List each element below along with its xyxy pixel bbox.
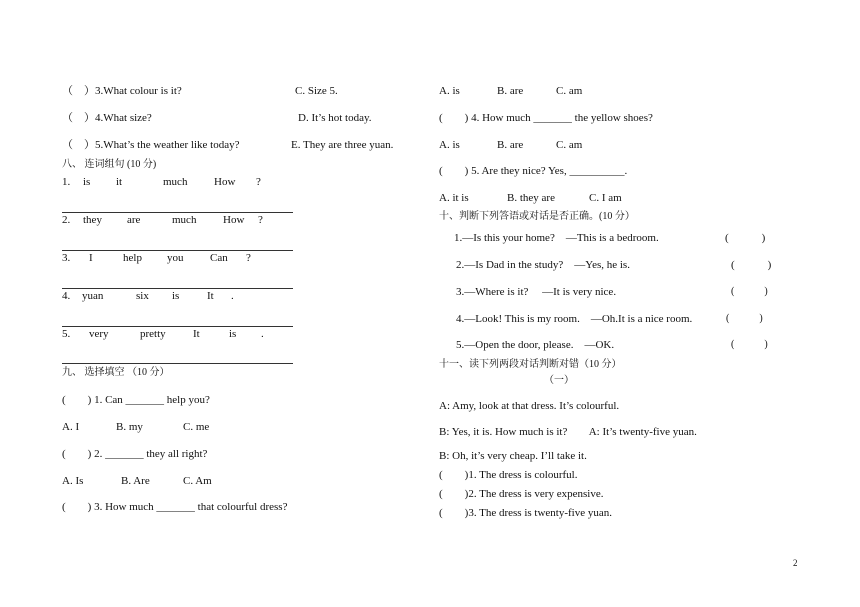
sentence-1-word: ? [256,176,261,188]
sentence-2-word: much [172,214,197,226]
section-11-subtitle: （一） [544,375,574,386]
sentence-3-word: Can [210,252,228,264]
dialog-line-2: B: Yes, it is. How much is it? A: It’s twenty-five yuan. [439,426,697,438]
sentence-4-word: yuan [82,290,104,302]
match-answer-e: E. They are three yuan. [291,139,394,151]
sentence-4-word: is [172,290,180,302]
choice-question-2: ( ) 2. _______ they all right? [62,448,208,460]
section-9-title: 九、 选择填空 （10 分） [62,367,170,378]
choice-option: B. are [497,139,524,151]
choice-question-3: ( ) 3. How much _______ that colourful dress? [62,501,288,513]
judge-item-5: 5.—Open the door, please. —OK. [456,339,615,351]
sentence-5-word: It [193,328,200,340]
choice-option: C. Am [183,475,212,487]
sentence-1-word: it [116,176,123,188]
choice-option: B. Are [121,475,150,487]
judge-bracket-1[interactable]: ( ) [725,232,766,244]
sentence-2-number: 2. [62,214,71,226]
choice-option: B. they are [507,192,555,204]
section-8-title: 八、 连词组句 (10 分) [62,159,157,170]
sentence-3-word: I [89,252,93,264]
sentence-4-number: 4. [62,290,71,302]
sentence-1-word: is [83,176,91,188]
sentence-5-word: is [229,328,237,340]
match-question-3: （ ）3.What colour is it? [62,85,182,97]
sentence-5-word: pretty [140,328,166,340]
match-question-5: （ ）5.What’s the weather like today? [62,139,240,151]
judge-bracket-3[interactable]: ( ) [731,286,768,297]
sentence-3-word: ? [246,252,251,264]
choice-option: A. is [439,139,460,151]
dialog-line-3: B: Oh, it’s very cheap. I’ll take it. [439,450,587,462]
judge-item-4: 4.—Look! This is my room. —Oh.It is a nice room. [456,313,693,325]
judge-bracket-2[interactable]: ( ) [731,259,772,271]
true-false-item-2: ( )2. The dress is very expensive. [439,488,604,500]
judge-item-2: 2.—Is Dad in the study? —Yes, he is. [456,259,630,271]
sentence-3-word: you [167,252,184,264]
sentence-5-word: very [89,328,109,340]
page-number: 2 [793,558,798,568]
sentence-1-number: 1. [62,176,71,188]
sentence-5-word: . [261,328,264,340]
choice-question-4: ( ) 4. How much _______ the yellow shoes? [439,112,653,124]
choice-question-5: ( ) 5. Are they nice? Yes, __________. [439,165,628,177]
choice-option: A. is [439,85,460,97]
true-false-item-3: ( )3. The dress is twenty-five yuan. [439,507,613,519]
choice-option: A. it is [439,192,469,204]
match-answer-c: C. Size 5. [295,85,338,97]
sentence-2-word: How [223,214,245,226]
sentence-4-word: . [231,290,234,302]
dialog-line-1: A: Amy, look at that dress. It’s colourful. [439,400,620,412]
judge-bracket-4[interactable]: ( ) [726,313,763,324]
choice-option: C. am [556,85,583,97]
sentence-3-number: 3. [62,252,71,264]
sentence-4-word: six [136,290,149,302]
sentence-2-word: ? [258,214,263,226]
judge-bracket-5[interactable]: ( ) [731,339,768,350]
match-answer-d: D. It’s hot today. [298,112,372,124]
choice-question-1: ( ) 1. Can _______ help you? [62,394,210,406]
sentence-5-number: 5. [62,328,71,340]
judge-item-1: 1.—Is this your home? —This is a bedroom. [454,232,659,244]
choice-option: C. am [556,139,583,151]
answer-line-5[interactable] [62,363,293,364]
sentence-1-word: How [214,176,236,188]
match-question-4: （ ）4.What size? [62,112,152,124]
section-11-title: 十一、读下列两段对话判断对错（10 分） [439,359,622,370]
choice-option: B. my [116,421,143,433]
judge-item-3: 3.—Where is it? —It is very nice. [456,286,617,298]
choice-option: C. I am [589,192,622,204]
section-10-title: 十、判断下列答语或对话是否正确。(10 分） [439,211,635,222]
choice-option: B. are [497,85,524,97]
sentence-4-word: It [207,290,214,302]
sentence-1-word: much [163,176,188,188]
choice-option: A. I [62,421,80,433]
sentence-2-word: are [127,214,141,226]
choice-option: C. me [183,421,210,433]
sentence-3-word: help [123,252,142,264]
choice-option: A. Is [62,475,84,487]
true-false-item-1: ( )1. The dress is colourful. [439,469,578,481]
sentence-2-word: they [83,214,102,226]
